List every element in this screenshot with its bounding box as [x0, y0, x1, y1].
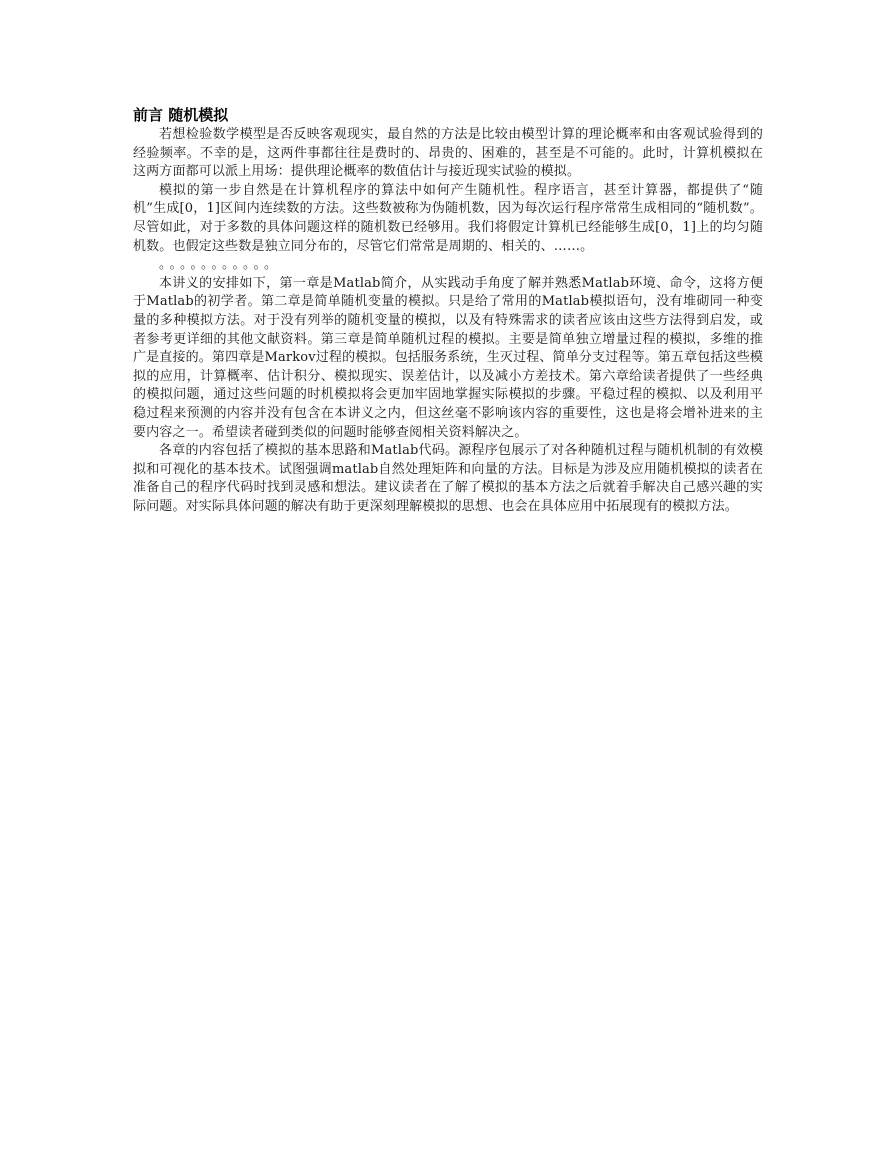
paragraph-intro: 若想检验数学模型是否反映客观现实，最自然的方法是比较由模型计算的理论概率和由客观试验得到的经验频率。不幸的是，这两件事都往往是费时的、昂贵的、困难的，甚至是不可能的。此时，计算机模拟在这两方面都可以派上用场：提供理论概率的数值估计与接近现实试验的模拟。: [133, 127, 763, 180]
ellipsis-line: 。。。。。。。。。。。: [159, 257, 282, 273]
page-title: 前言 随机模拟: [133, 106, 229, 124]
paragraph-outline: 本讲义的安排如下，第一章是Matlab简介，从实践动手角度了解并熟悉Matlab环境、命令，这将方便于Matlab的初学者。第二章是简单随机变量的模拟。只是给了常用的Matlab模拟语句，没有堆砌同一种变量的多种模拟方法。对于没有列举的随机变量的模拟，以及有特殊需求的读者应该由这些方法得到启发，或者参考更详细的其他文献资料。第三章是简单随机过程的模拟。主要是简单独立增量过程的模拟，多维的推广是直接的。第四章是Markov过程的模拟。包括服务系统，生灭过程、简单分支过程等。第五章包括这些模拟的应用，计算概率、估计积分、模拟现实、误差估计，以及减小方差技术。第六章给读者提供了一些经典的模拟问题，通过这些问题的时机模拟将会更加牢固地掌握实际模拟的步骤。平稳过程的模拟、以及利用平稳过程来预测的内容并没有包含在本讲义之内，但这丝毫不影响该内容的重要性，这也是将会增补进来的主要内容之一。希望读者碰到类似的问题时能够查阅相关资料解决之。: [133, 275, 763, 440]
document-page: [133, 104, 763, 516]
paragraph-randomness: 模拟的第一步自然是在计算机程序的算法中如何产生随机性。程序语言，甚至计算器，都提供了“随机”生成[0，1]区间内连续数的方法。这些数被称为伪随机数，因为每次运行程序常常生成相同的“随机数”。尽管如此，对于多数的具体问题这样的随机数已经够用。我们将假定计算机已经能够生成[0，1]上的均匀随机数。也假定这些数是独立同分布的，尽管它们常常是周期的、相关的、……。: [133, 182, 763, 254]
paragraph-content: 各章的内容包括了模拟的基本思路和Matlab代码。源程序包展示了对各种随机过程与随机机制的有效模拟和可视化的基本技术。试图强调matlab自然处理矩阵和向量的方法。目标是为涉及应用随机模拟的读者在准备自己的程序代码时找到灵感和想法。建议读者在了解了模拟的基本方法之后就着手解决自己感兴趣的实际问题。对实际具体问题的解决有助于更深刻理解模拟的思想、也会在具体应用中拓展现有的模拟方法。: [133, 443, 763, 514]
